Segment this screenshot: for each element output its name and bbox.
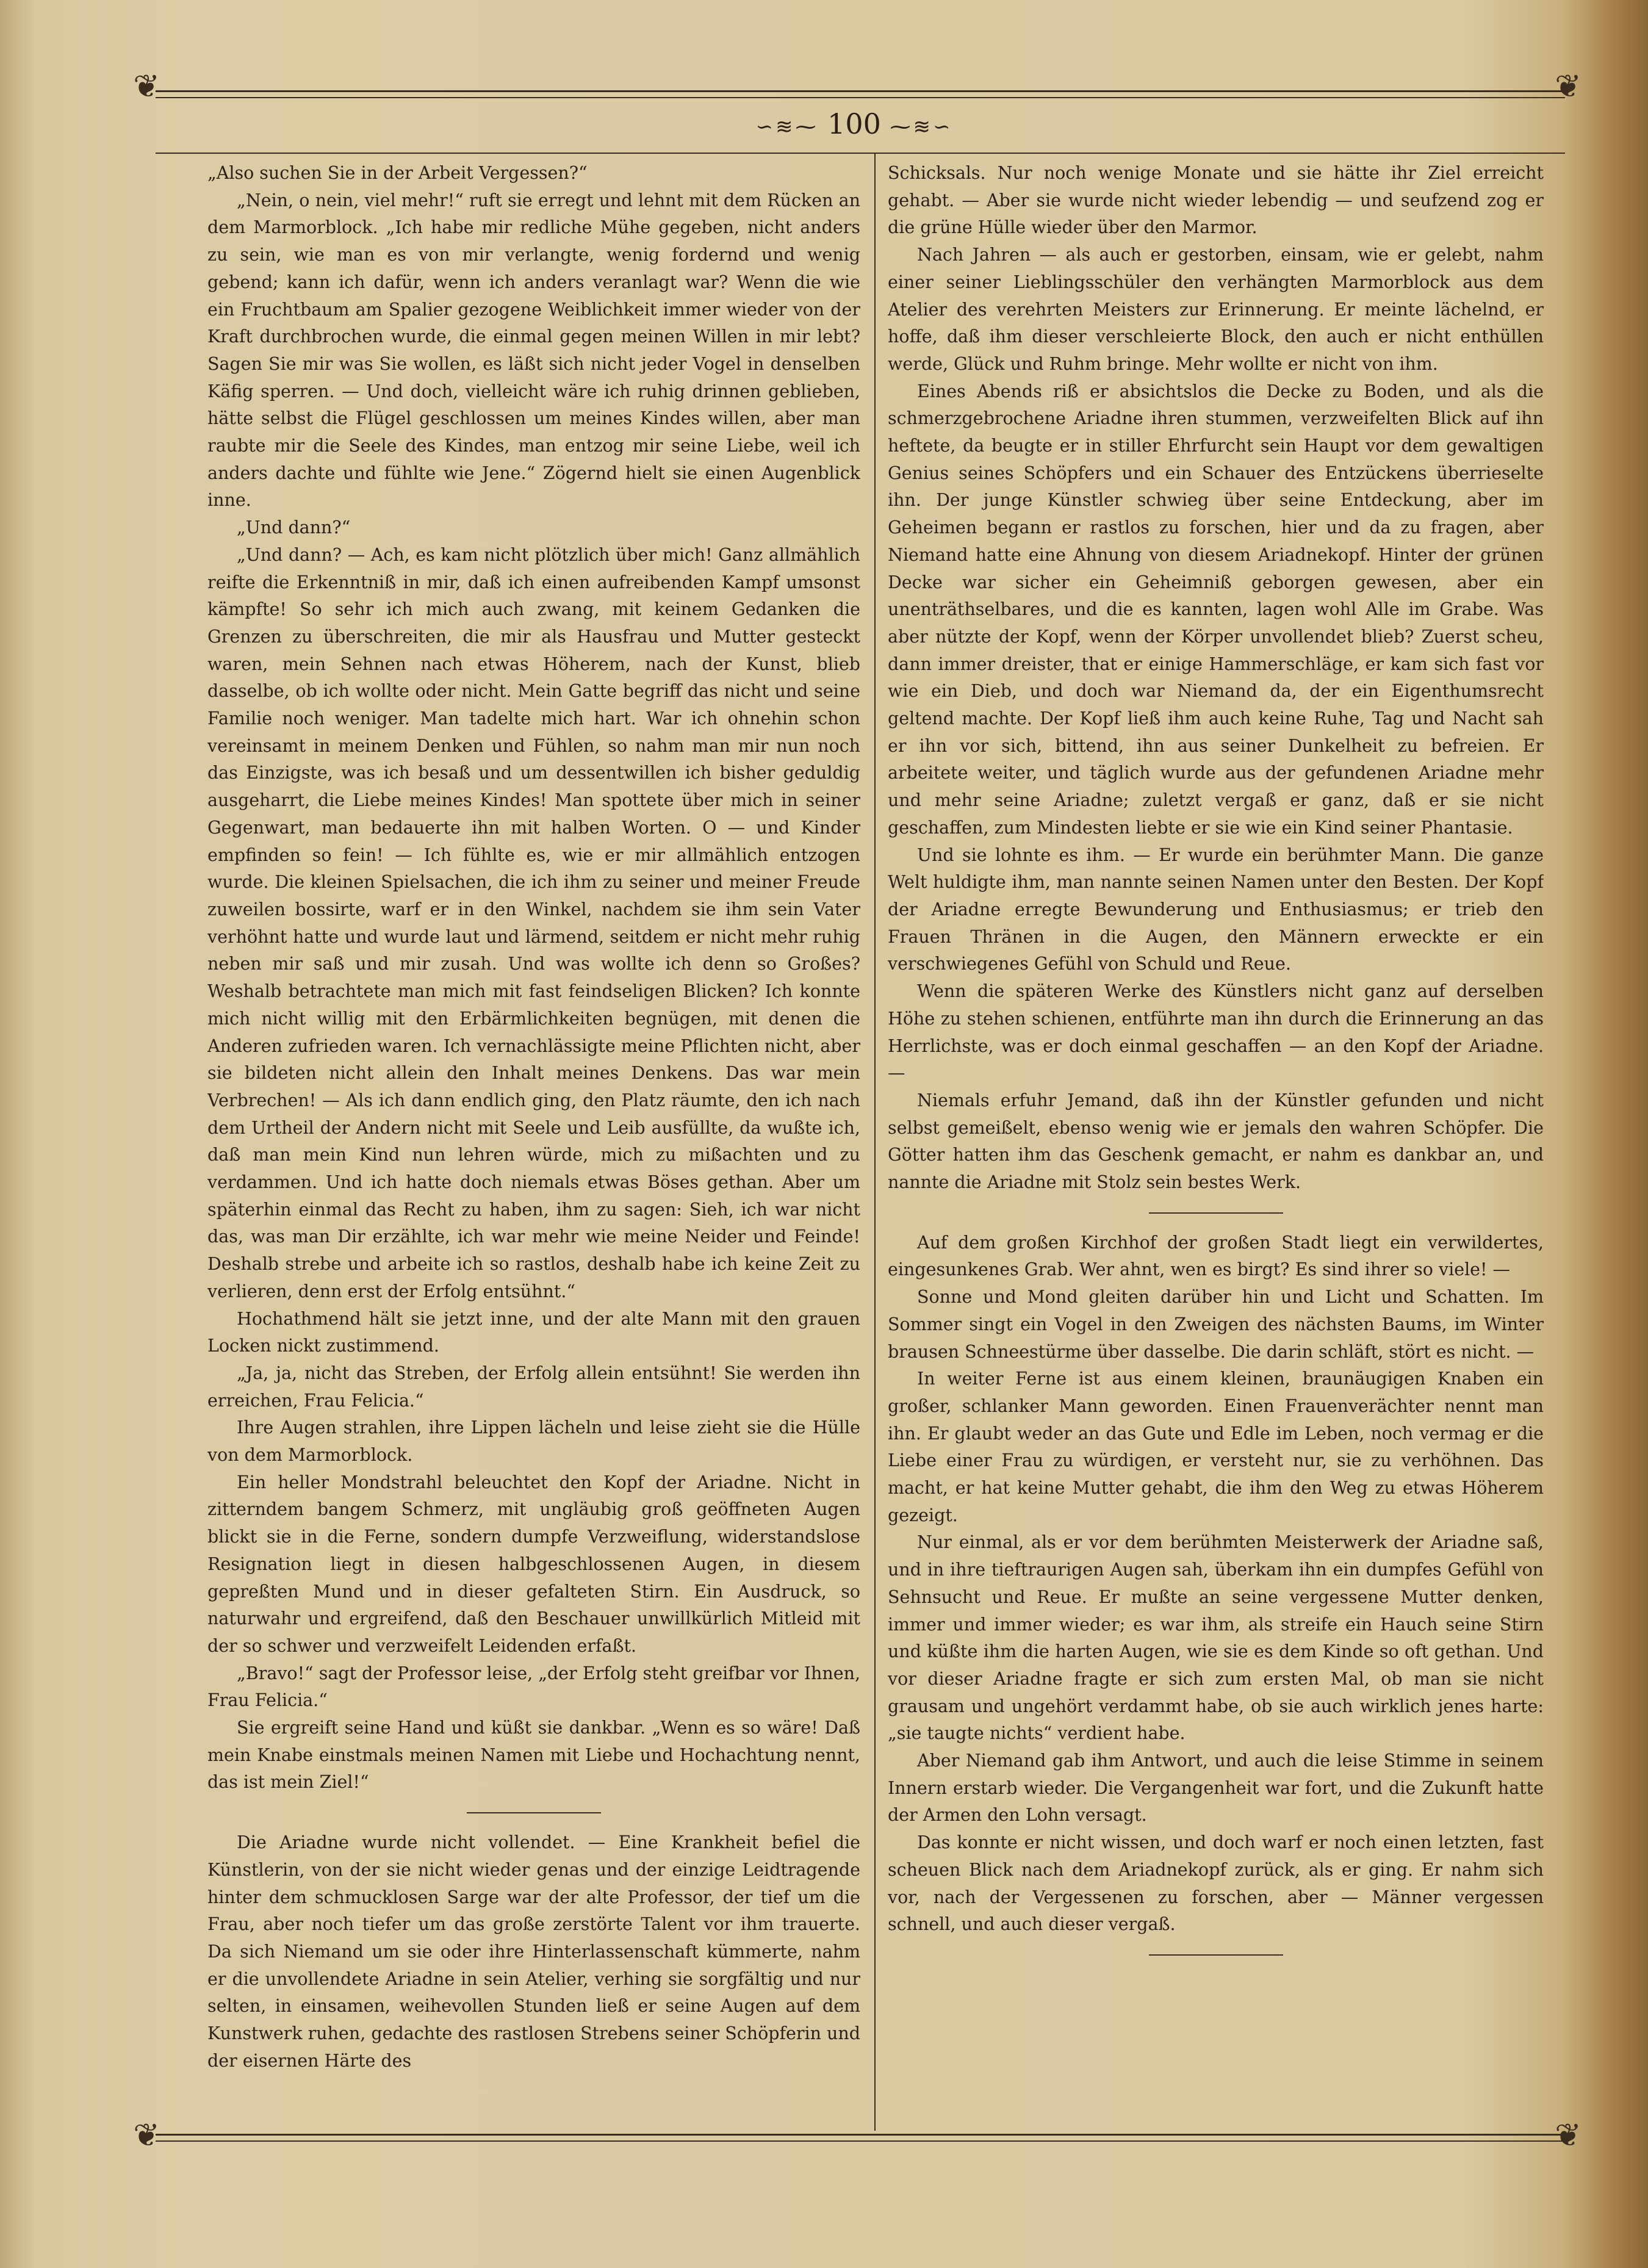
paragraph: Niemals erfuhr Jemand, daß ihn der Künstler gefunden und nicht selbst gemeißelt, ebenso wenig wie er jemals den wahren Schöpfer. Die Götter hatten ihm das Geschenk gemacht, er nahm es dankbar an, und nannte die Ariadne mit Stolz sein bestes Werk. (888, 1090, 1544, 1193)
paragraph: Eines Abends riß er absichtslos die Decke zu Boden, und als die schmerzgebrochene Ariadne ihren stummen, verzweifelten Blick auf ihn heftete, da beugte er in stiller Ehrfurcht sein Haupt vor dem gewaltigen Genius seines Schöpfers und ein Schauer des Entzückens überrieselte ihn. Der junge Künstler schwieg über seine Entdeckung, aber im Geheimen begann er rastlos zu forschen, hier und da zu fragen, aber Niemand hatte eine Ahnung von diesem Ariadnekopf. Hinter der grünen Decke war sicher ein Geheimniß geborgen gewesen, aber ein unenträthselbares, und die es kannten, lagen wohl Alle im Grabe. Was aber nützte der Kopf, wenn der Körper unvollendet blieb? Zuerst scheu, dann immer dreister, that er einige Hammerschläge, er kam sich fast vor wie ein Dieb, und doch war Niemand da, der ein Eigenthumsrecht geltend machte. Der Kopf ließ ihm auch keine Ruhe, Tag und Nacht sah er ihn vor sich, bittend, ihn aus seiner Dunkelheit zu befreien. Er arbeitete weiter, und täglich wurde aus der gefundenen Ariadne mehr und mehr seine Ariadne; zuletzt vergaß er ganz, daß er sie nicht geschaffen, zum Mindesten liebte er sie wie ein Kind seiner Phantasie. (888, 381, 1544, 838)
left-column (207, 160, 860, 2131)
section-separator (467, 1812, 601, 1813)
paragraph: Sonne und Mond gleiten darüber hin und Licht und Schatten. Im Sommer singt ein Vogel in den Zweigen des nächsten Baums, im Winter brausen Schneestürme über dasselbe. Die darin schläft, stört es nicht. — (888, 1287, 1544, 1362)
paragraph: Nur einmal, als er vor dem berühmten Meisterwerk der Ariadne saß, und in ihre tieftraurigen Augen sah, überkam ihn ein dumpfes Gefühl von Sehnsucht und Reue. Er mußte an seine vergessene Mutter denken, immer und immer wieder; es war ihm, als streife ein Hauch seine Stirn und küßte ihm die harten Augen, wie sie es dem Kinde so oft gethan. Und vor dieser Ariadne fragte er sich zum ersten Mal, ob man sie nicht grausam und ungehört verdammt habe, ob sie auch wirklich jenes harte: „sie taugte nichts“ verdient habe. (888, 1532, 1544, 1744)
paragraph: Wenn die späteren Werke des Künstlers nicht ganz auf derselben Höhe zu stehen schienen, entführte man ihn durch die Erinnerung an das Herrlichste, was er doch einmal geschaffen — an den Kopf der Ariadne. — (888, 981, 1544, 1084)
header-rule (156, 153, 1565, 154)
paragraph: „Ja, ja, nicht das Streben, der Erfolg allein entsühnt! Sie werden ihn erreichen, Frau Felicia.“ (207, 1363, 860, 1411)
corner-ornament-icon: ❦ (1555, 68, 1581, 105)
paragraph: „Und dann? — Ach, es kam nicht plötzlich über mich! Ganz allmählich reifte die Erkenntniß in mir, daß ich einen aufreibenden Kampf umsonst kämpfte! So sehr ich mich auch zwang, mit keinem Gedanken die Grenzen zu überschreiten, die mir als Hausfrau und Mutter gesteckt waren, mein Sehnen nach etwas Höherem, nach der Kunst, blieb dasselbe, ob ich wollte oder nicht. Mein Gatte begriff das nicht und seine Familie noch weniger. Man tadelte mich hart. War ich ohnehin schon vereinsamt in meinem Denken und Fühlen, so nahm man mir nun noch das Einzigste, was ich besaß und um dessentwillen ich bisher geduldig ausgeharrt, die Liebe meines Kindes! Man spottete über mich in seiner Gegenwart, man bedauerte ihn mit halben Worten. O — und Kinder empfinden so fein! — Ich fühlte es, wie er mir allmählich entzogen wurde. Die kleinen Spielsachen, die ich ihm zu seiner und meiner Freude zuweilen bossirte, warf er in den Winkel, nachdem sie ihm sein Vater verhöhnt hatte und wurde laut und lärmend, seitdem er nicht mehr ruhig neben mir saß und mir zusah. Und was wollte ich denn so Großes? Weshalb betrachtete man mich mit fast feindseligen Blicken? Ich konnte mich nicht willig mit den Erbärmlichkeiten begnügen, mit denen die Anderen zufrieden waren. Ich vernachlässigte meine Pflichten nicht, aber sie bildeten nicht allein den Inhalt meines Denkens. Das war mein Verbrechen! — Als ich dann endlich ging, den Platz räumte, den ich nach dem Urtheil der Andern nicht mit Seele und Leib ausfüllte, da wußte ich, daß man mein Kind nun lehren würde, mich zu mißachten und zu verdammen. Und ich hatte doch niemals etwas Böses gethan. Aber um späterhin einmal das Recht zu haben, ihm zu sagen: Sieh, ich war nicht das, was man Dir erzählte, ich war mehr wie meine Neider und Feinde! Deshalb strebe und arbeite ich so rastlos, deshalb habe ich keine Zeit zu verlieren, denn erst der Erfolg entsühnt.“ (207, 544, 860, 1301)
page-header (732, 103, 976, 145)
header-flourish-right: ⁓≋∽ (890, 115, 953, 139)
corner-ornament-icon: ❦ (133, 2117, 160, 2154)
right-column (888, 160, 1544, 2131)
page-number: 100 (827, 107, 881, 140)
corner-ornament-icon: ❦ (133, 68, 160, 105)
paragraph: In weiter Ferne ist aus einem kleinen, braunäugigen Knaben ein großer, schlanker Mann geworden. Einen Frauenverächter nennt man ihn. Er glaubt weder an das Gute und Edle im Leben, noch vermag er die Liebe einer Frau zu würdigen, er versteht nur, sie zu verhöhnen. Das macht, er hat keine Mutter gehabt, die ihm den Weg zu etwas Höherem gezeigt. (888, 1369, 1544, 1525)
paragraph: Und sie lohnte es ihm. — Er wurde ein berühmter Mann. Die ganze Welt huldigte ihm, man nannte seinen Namen unter den Besten. Der Kopf der Ariadne erregte Bewunderung und Enthusiasmus; er trieb den Frauen Thränen in die Augen, den Männern erweckte er ein verschwiegenes Gefühl von Schuld und Reue. (888, 844, 1544, 974)
paragraph: Die Ariadne wurde nicht vollendet. — Eine Krankheit befiel die Künstlerin, von der sie nicht wieder genas und der einzige Leidtragende hinter dem schmucklosen Sarge war der alte Professor, der tief um die Frau, aber noch tiefer um das große zerstörte Talent vor ihm trauerte. Da sich Niemand um sie oder ihre Hinterlassenschaft kümmerte, nahm er die unvollendete Ariadne in sein Atelier, verhing sie sorgfältig und nur selten, in einsamen, weihevollen Stunden ließ er seine Augen auf dem Kunstwerk ruhen, gedachte des rastlosen Strebens seiner Schöpferin und der eisernen Härte des (207, 1832, 860, 2071)
section-separator (1149, 1954, 1283, 1956)
paragraph: Auf dem großen Kirchhof der großen Stadt liegt ein verwildertes, eingesunkenes Grab. Wer ahnt, wen es birgt? Es sind ihrer so viele! — (888, 1232, 1544, 1280)
paragraph: Hochathmend hält sie jetzt inne, und der alte Mann mit den grauen Locken nickt zustimmend. (207, 1308, 860, 1356)
paragraph: Ihre Augen strahlen, ihre Lippen lächeln und leise zieht sie die Hülle von dem Marmorblock. (207, 1417, 860, 1466)
corner-ornament-icon: ❦ (1555, 2117, 1581, 2154)
column-divider (874, 154, 876, 2131)
paragraph: Nach Jahren — als auch er gestorben, einsam, wie er gelebt, nahm einer seiner Lieblingsschüler den verhängten Marmorblock aus dem Atelier des verehrten Meisters zur Erinnerung. Er meinte lächelnd, er hoffe, daß ihm dieser verschleierte Block, den auch er nicht enthüllen werde, Glück und Ruhm bringe. Mehr wollte er nicht von ihm. (888, 245, 1544, 374)
paragraph: „Nein, o nein, viel mehr!“ ruft sie erregt und lehnt mit dem Rücken an dem Marmorblock. „Ich habe mir redliche Mühe gegeben, nicht anders zu sein, wie man es von mir verlangte, wenig fordernd und wenig gebend; kann ich dafür, wenn ich anders veranlagt war? Wenn die wie ein Fruchtbaum am Spalier gezogene Weiblichkeit immer wieder von der Kraft durchbrochen wurde, die einmal gegen meinen Willen in mir lebt? Sagen Sie mir was Sie wollen, es läßt sich nicht jeder Vogel in denselben Käfig sperren. — Und doch, vielleicht wäre ich ruhig drinnen geblieben, hätte selbst die Flügel geschlossen um meines Kindes willen, aber man raubte mir die Seele des Kindes, man entzog mir seine Liebe, weil ich anders dachte und fühlte wie Jene.“ Zögernd hielt sie einen Augenblick inne. (207, 190, 860, 511)
paragraph: Schicksals. Nur noch wenige Monate und sie hätte ihr Ziel erreicht gehabt. — Aber sie wurde nicht wieder lebendig — und seufzend zog er die grüne Hülle wieder über den Marmor. (888, 163, 1544, 238)
paragraph: Ein heller Mondstrahl beleuchtet den Kopf der Ariadne. Nicht in zitterndem bangem Schmerz, mit ungläubig groß geöffneten Augen blickt sie in die Ferne, sondern dumpfe Verzweiflung, widerstandslose Resignation liegt in diesen halbgeschlossenen Augen, in diesem gepreßten Mund und in dieser gefalteten Stirn. Ein Ausdruck, so naturwahr und ergreifend, daß den Beschauer unwillkürlich Mitleid mit der so schwer und verzweifelt Leidenden erfaßt. (207, 1472, 860, 1656)
paragraph: „Bravo!“ sagt der Professor leise, „der Erfolg steht greifbar vor Ihnen, Frau Felicia.“ (207, 1663, 860, 1711)
header-flourish-left: ∽≋⁓ (755, 115, 819, 139)
top-frame-rule (156, 90, 1565, 98)
paragraph: Aber Niemand gab ihm Antwort, und auch die leise Stimme in seinem Innern erstarb wieder. Die Vergangenheit war fort, und die Zukunft hatte der Armen den Lohn versagt. (888, 1751, 1544, 1826)
paragraph: Das konnte er nicht wissen, und doch warf er noch einen letzten, fast scheuen Blick nach dem Ariadnekopf zurück, als er ging. Er nahm sich vor, nach der Vergessenen zu forschen, aber — Männer vergessen schnell, und auch dieser vergaß. (888, 1832, 1544, 1935)
paragraph: Sie ergreift seine Hand und küßt sie dankbar. „Wenn es so wäre! Daß mein Knabe einstmals meinen Namen mit Liebe und Hochachtung nennt, das ist mein Ziel!“ (207, 1718, 860, 1793)
section-separator (1149, 1212, 1283, 1214)
paragraph: „Und dann?“ (237, 517, 351, 538)
paragraph: „Also suchen Sie in der Arbeit Vergessen?“ (207, 163, 588, 183)
bottom-frame-rule (156, 2134, 1565, 2142)
